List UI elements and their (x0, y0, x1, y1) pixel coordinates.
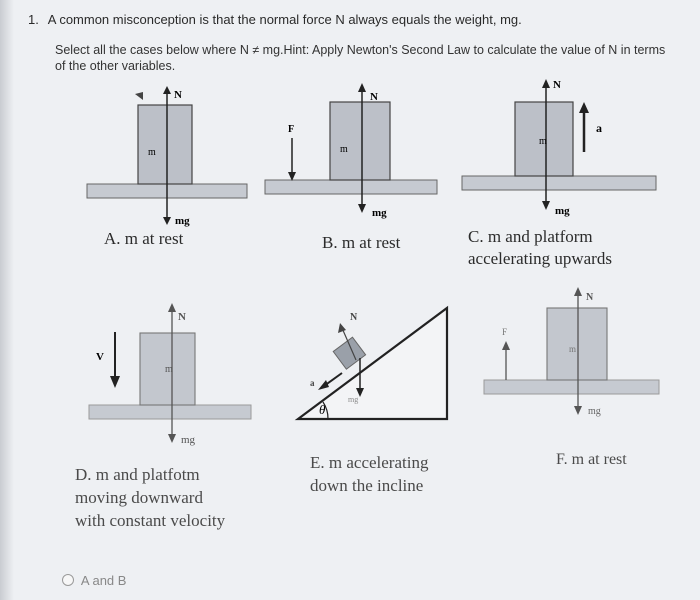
answer-option-a-and-b[interactable] (62, 573, 126, 588)
figure-a (85, 80, 255, 230)
figure-c (460, 72, 660, 232)
figure-e-caption-line1: E. m accelerating (310, 453, 429, 472)
figure-d-weight-label: mg (181, 434, 196, 446)
figure-e-accel-label: a (310, 378, 315, 388)
answer-option-label: A and B (80, 573, 127, 588)
figure-a-block-label: m (148, 147, 156, 158)
figure-b (262, 80, 442, 230)
question-instructions: Select all the cases below where N ≠ mg.Hint: Apply Newton's Second Law to calculate the value of N in terms of the other variables. (55, 43, 666, 73)
figure-e-caption-line2: down the incline (310, 476, 424, 495)
figure-f-caption: F. m at rest (556, 451, 627, 468)
figure-c-caption-line1: C. m and platform (468, 227, 593, 246)
question-text: A common misconception is that the normal force N always equals the weight, mg. (47, 12, 522, 27)
figure-f-normal-label: N (586, 292, 594, 303)
figure-d-block-label: m (165, 364, 173, 375)
figure-b-caption: B. m at rest (322, 233, 401, 252)
figure-d-caption-line3: with constant velocity (75, 511, 226, 530)
question-header (28, 12, 522, 27)
figure-c-accel-label: a (596, 121, 602, 135)
question-number: 1. (28, 12, 39, 27)
figure-a-normal-label: N (174, 89, 182, 101)
figure-f-force-label: F (502, 327, 508, 337)
figure-e-weight-label: mg (348, 395, 359, 404)
figure-c-weight-label: mg (555, 205, 570, 217)
figure-a-caption: A. m at rest (104, 229, 184, 248)
figure-d-normal-label: N (178, 311, 186, 323)
figure-f-block-label: m (569, 344, 577, 354)
figure-c-normal-label: N (553, 79, 561, 91)
figure-c-caption-line2: accelerating upwards (468, 249, 612, 268)
figure-c-block-label: m (539, 136, 547, 147)
figure-b-block-label: m (340, 144, 348, 155)
figure-b-force-label: F (288, 124, 295, 135)
figure-d-caption-line2: moving downward (75, 488, 203, 507)
figure-d-velocity-label: V (96, 351, 104, 363)
figure-b-normal-label: N (370, 91, 378, 103)
figure-b-weight-label: mg (372, 207, 387, 219)
figure-d (85, 290, 260, 455)
radio-button[interactable] (62, 574, 74, 586)
figure-a-weight-label: mg (175, 215, 190, 227)
figure-d-caption-line1: D. m and platfotm (75, 465, 200, 484)
page-edge-shadow (0, 0, 14, 600)
figure-e-angle-label: θ (319, 402, 326, 417)
figure-e (290, 298, 460, 428)
figure-e-normal-label: N (350, 312, 358, 323)
figure-f-weight-label: mg (588, 406, 601, 417)
figure-f (482, 280, 662, 425)
